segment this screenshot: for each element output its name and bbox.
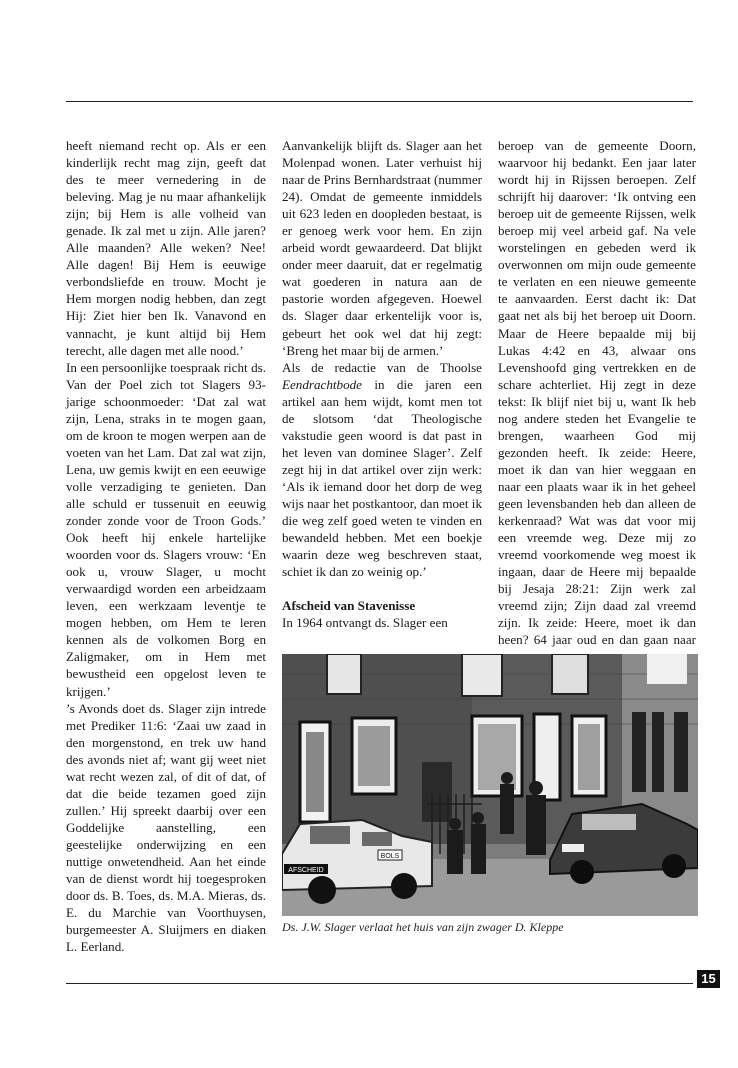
- paragraph-text: Als de redactie van de Thoolse: [282, 359, 482, 375]
- page-number: 15: [697, 970, 720, 988]
- paragraph: heeft niemand recht op. Als er een kinderlijk recht mag zijn, geeft dat des te meer vernedering in de beleving. Mag je nu maar afhankelijk zijn; bij Hem is alle volheid van genade. Ik zal met u zijn. Alle jaren? Alle maanden? Alle weken? Nee! Alle dagen! Bij Hem is eeuwige verbondsliefde en trouw. Mocht je Hem morgen nodig hebben, dan zegt Hij: Ziet hier ben Ik. Vanavond en vannacht, je kunt altijd bij Hem terecht, alle dagen met alle nood.’: [66, 138, 266, 358]
- car-sign: BOLS: [380, 853, 400, 860]
- section-heading: Afscheid van Stavenisse: [282, 598, 416, 614]
- license-plate: AFSCHEID: [288, 867, 324, 874]
- text-column-2: [282, 137, 482, 631]
- street-photo: [282, 654, 698, 916]
- top-rule: [66, 101, 693, 102]
- paragraph-text: in die jaren een artikel aan hem wijdt, komt men tot de slotsom ‘dat Theologische vakstudie geen woord is dat past in het leven van dominee Slager’. Zelf zegt hij in dat artikel over zijn werk: ‘Als ik iemand door het dorp de weg wijs naar het postkantoor, dan moet ik die weg zelf goed weten te vinden en bewandeld hebben. Met een boekje waarin deze weg beschreven staat, schiet ik dan zo weinig op.’: [282, 376, 482, 580]
- text-column-1: [66, 137, 266, 955]
- paragraph: ’s Avonds doet ds. Slager zijn intrede met Prediker 11:6: ‘Zaai uw zaad in den morgenstond, en trek uw hand des avonds niet af; want gij weet niet wat recht wezen zal, of dit of dat, of dat die beide tezamen goed zijn zullen.’ Hij spreekt daarbij over een Goddelijke aanstelling, een geestelijke onderwijzing en een nuttige onwetendheid. Aan het einde van de dienst wordt hij toegesproken door ds. B. Toes, ds. M.A. Mieras, ds. E. du Marchie van Voorthuysen, burgemeester A. Sluijmers en diaken L. Eerland.: [66, 700, 266, 955]
- bottom-rule: [66, 983, 693, 984]
- paragraph: [282, 359, 482, 581]
- newspaper-title: Eendrachtbode: [282, 376, 362, 392]
- paragraph: In 1964 ontvangt ds. Slager een: [282, 615, 448, 631]
- text-column-3: [498, 137, 696, 665]
- paragraph: beroep van de gemeente Doorn, waarvoor hij bedankt. Een jaar later wordt hij in Rijssen beroepen. Zelf schrijft hij daarover: ‘Ik ontving een beroep uit de gemeente Rijssen, welk beroep mij veel arbeid gaf. Na vele worstelingen en gebeden werd ik overwonnen om mijn oude gemeente te verlaten en een nieuwe gemeente te aanvaarden. Eerst dacht ik: Dat gaat net als bij het beroep uit Doorn. Maar de Heere bepaalde mij bij Lukas 4:42 en 43, alwaar ons Levenshoofd ging vertrekken en de schare achterliet. Hij zegt in deze tekst: Ik blijf niet bij u, want Ik heb nog andere steden het Evangelie te brengen, waarheen God mij gezonden heeft. Ik zeide: Heere, moet ik dan van hier weggaan en naar een plaats waar ik in het geheel geen levensbanden heb dan alleen de kerkenraad? Wat was dat voor mij een vreemde weg. Deze mij zo vreemd voorkomende weg moest ik ingaan, daar de Heere mij bepaalde bij Jesaja 28:21: Zijn werk zal vreemd zijn; Zijn daad zal vreemd zijn. Ik zeide: Heere, moet ik dan heen? 64 jaar oud en dan gaan naar: [498, 138, 696, 648]
- paragraph: In een persoonlijke toespraak richt ds. Van der Poel zich tot Slagers 93-jarige schoonmoeder: ‘Dat zal wat zijn, Lena, straks in te mogen gaan, om de kroon te mogen werpen aan de voeten van het Lam. Dat zal wat zijn, Lena, uw gemis kwijt en een eeuwige volle verzadiging te genieten. Dan alle schuld er tussenuit en eeuwig zonder zonde voor de Troon Gods.’ Ook heeft hij enkele hartelijke woorden voor ds. Slagers vrouw: ‘En ook u, vrouw Slager, u mocht verwaardigd worden een arbeidzaam leven, een werkzaam leventje te mogen hebben, om Hem te leren kennen als de volkomen Borg en Zaligmaker, om in Hem met bewustheid een opgelost leven te krijgen.’: [66, 359, 266, 699]
- paragraph: Aanvankelijk blijft ds. Slager aan het Molenpad wonen. Later verhuist hij naar de Prins Bernhardstraat (nummer 24). Omdat de gemeente inmiddels uit 623 leden en doopleden bestaat, is er genoeg werk voor hem. En zijn arbeid wordt gewaardeerd. Dat blijkt onder meer daaruit, dat er regelmatig wat goederen in natura aan de pastorie worden afgegeven. Hoewel ds. Slager daar erkentelijk voor is, gebeurt het ook wel dat hij zegt: ‘Breng het maar bij de armen.’: [282, 138, 482, 358]
- photo-caption: Ds. J.W. Slager verlaat het huis van zijn zwager D. Kleppe: [282, 920, 564, 934]
